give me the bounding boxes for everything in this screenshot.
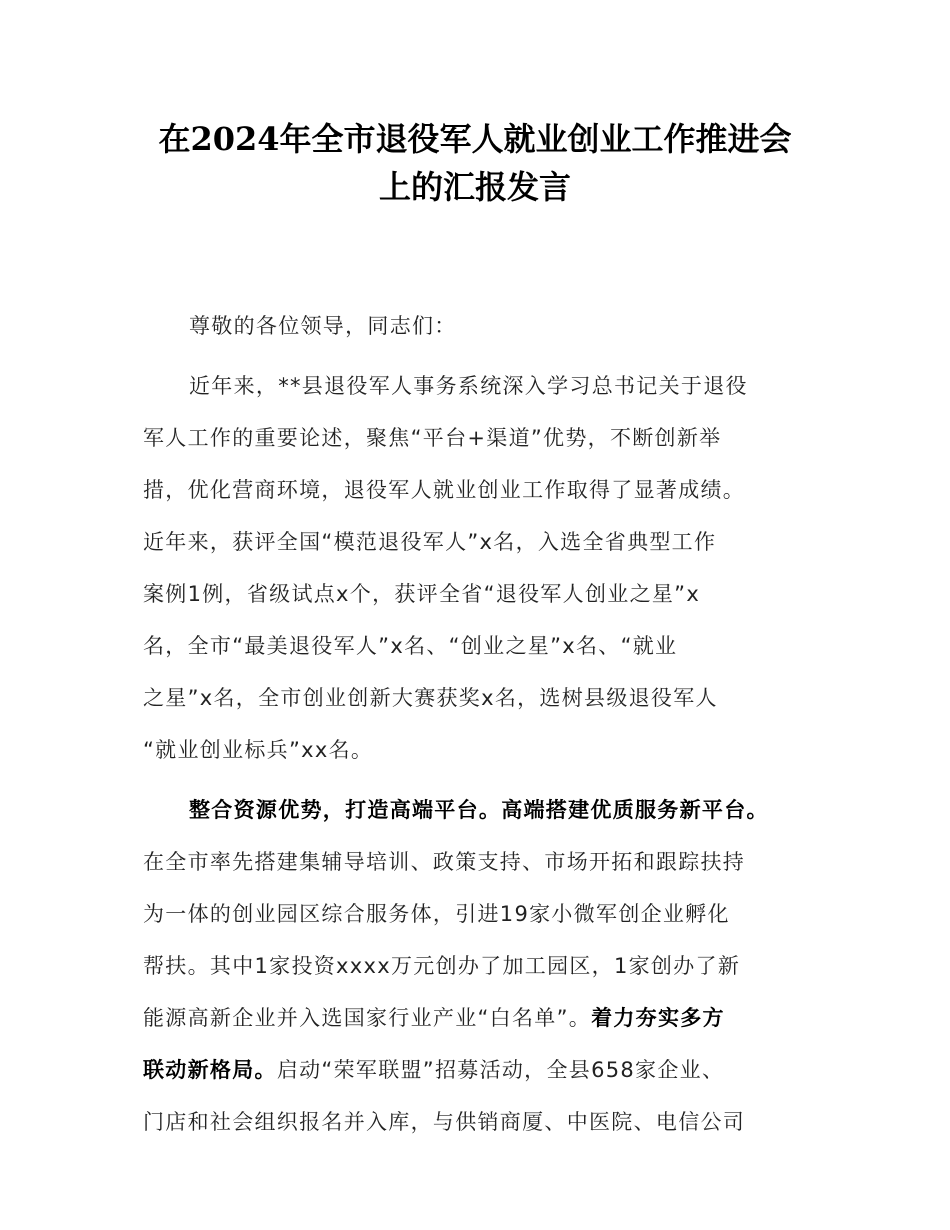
text-line: 启动“荣军联盟”招募活动，全县658家企业、 (276, 1058, 725, 1082)
title-line-1: 在2024年全市退役军人就业创业工作推进会 (158, 120, 792, 158)
section-heading: 整合资源优势，打造高端平台。高端搭建优质服务新平台。 (189, 798, 769, 822)
paragraph-platform (143, 784, 813, 1148)
text-line: “就业创业标兵”xx名。 (143, 738, 374, 762)
document-body (143, 300, 813, 1148)
text-line: 案例1例，省级试点x个，获评全省“退役军人创业之星”x (143, 582, 701, 606)
document-title (110, 115, 840, 211)
text-line: 为一体的创业园区综合服务体，引进19家小微军创企业孵化 (143, 902, 730, 926)
subsection-heading: 联动新格局。 (143, 1058, 277, 1082)
text-line: 帮扶。其中1家投资xxxx万元创办了加工园区，1家创办了新 (143, 954, 741, 978)
text-line: 能源高新企业并入选国家行业产业“白名单”。 (143, 1006, 592, 1030)
salutation: 尊敬的各位领导，同志们： (189, 314, 457, 338)
text-line: 在全市率先搭建集辅导培训、政策支持、市场开拓和跟踪扶持 (143, 850, 746, 874)
text-line: 名，全市“最美退役军人”x名、“创业之星”x名、“就业 (143, 634, 678, 658)
text-line: 之星”x名，全市创业创新大赛获奖x名，选树县级退役军人 (143, 686, 718, 710)
subsection-heading: 着力夯实多方 (591, 1006, 725, 1030)
text-line: 军人工作的重要论述，聚焦“平台+渠道”优势，不断创新举 (143, 426, 722, 450)
text-line: 措，优化营商环境，退役军人就业创业工作取得了显著成绩。 (143, 478, 746, 502)
title-line-2: 上的汇报发言 (378, 168, 571, 206)
text-line: 近年来，**县退役军人事务系统深入学习总书记关于退役 (189, 374, 748, 398)
paragraph-intro (143, 360, 813, 776)
text-line: 近年来，获评全国“模范退役军人”x名，入选全省典型工作 (143, 530, 717, 554)
text-line: 门店和社会组织报名并入库，与供销商厦、中医院、电信公司 (143, 1110, 746, 1134)
